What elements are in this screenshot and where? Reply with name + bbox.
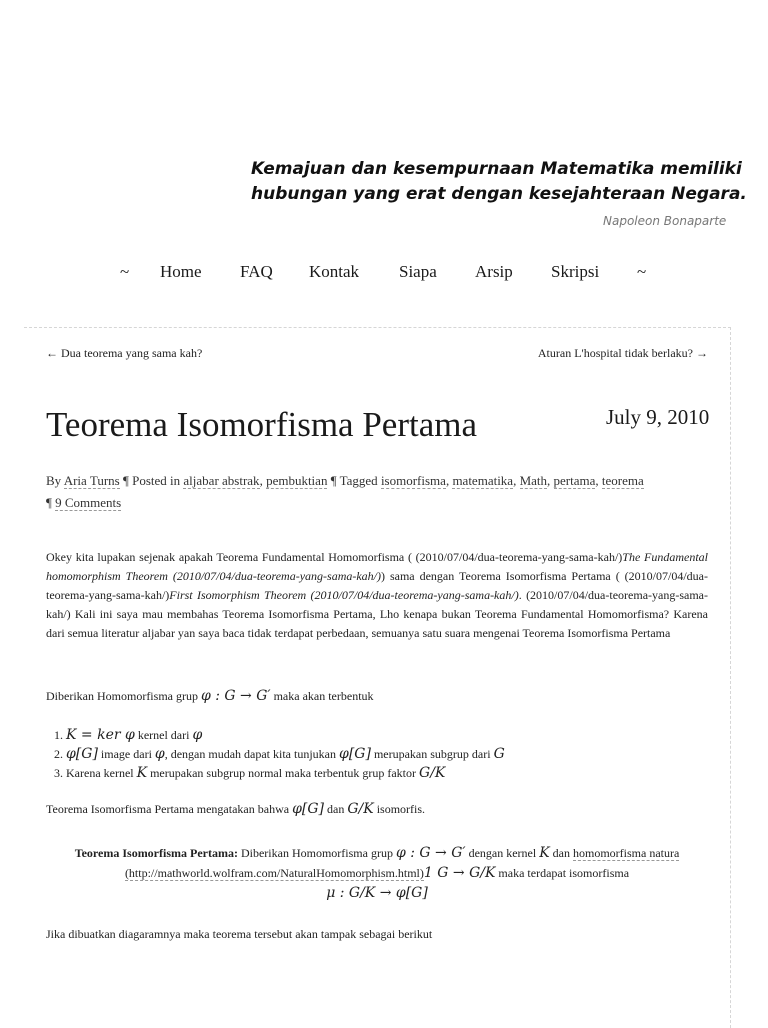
diagram-paragraph: Jika dibuatkan diagaramnya maka teorema tersebut akan tampak sebagai berikut [46, 927, 433, 941]
intro-text-5: . (2010/07/04/dua-teorema-yang-sama-kah/) Kali ini saya mau membahas Teorema Isomorfisma Pertama, Lho kenapa bukan Teorema Fundamental Homomorfisma? Karena dari semua literatur aljabar yan saya baca tidak terdapat perbedaan, semuanya satu suara mengenai Teorema Isomorfisma Pertama [46, 588, 708, 640]
math-formula: 1 G → G/K [423, 865, 496, 881]
tag-link[interactable]: teorema [601, 473, 644, 488]
main-nav [0, 262, 768, 286]
list-item [66, 764, 505, 783]
meta-pilcrow: ¶ [46, 495, 52, 510]
math-formula: K [539, 845, 550, 861]
natural-homomorphism-link[interactable]: homomorfisma natura (http://mathworld.wolfram.com/NaturalHomomorphism.html) [124, 846, 680, 880]
list-text: merupakan subgrup dari [373, 747, 491, 761]
quote-line-2: hubungan yang erat dengan kesejahteraan Negara. [251, 184, 747, 204]
math-formula: φ [154, 746, 165, 762]
post-title: Teorema Isomorfisma Pertama [46, 405, 478, 444]
meta-posted-in: ¶ Posted in [122, 473, 181, 488]
given-text: Diberikan Homomorfisma grup [46, 689, 198, 703]
author-link[interactable]: Aria Turns [63, 473, 120, 488]
nav-item-faq[interactable]: FAQ [240, 262, 273, 281]
list-text: Karena kernel [66, 766, 134, 780]
math-formula: G [493, 746, 505, 762]
tag-link[interactable]: pertama [553, 473, 596, 488]
statement-text: isomorfis. [376, 802, 426, 816]
statement-paragraph [46, 800, 708, 819]
theorem-label: Teorema Isomorfisma Pertama: [74, 846, 238, 860]
theorem-text: maka terdapat isomorfisma [498, 866, 630, 880]
meta-tagged: ¶ Tagged [330, 473, 378, 488]
intro-paragraph [46, 548, 708, 643]
theorem-text: dengan kernel [468, 846, 537, 860]
math-formula: φ[G] [66, 746, 98, 762]
category-link[interactable]: aljabar abstrak [183, 473, 260, 488]
list-text: image dari [100, 747, 152, 761]
intro-text-1[interactable]: Okey kita lupakan sejenak apakah Teorema Fundamental Homomorfisma ( (2010/07/04/dua-teorema-yang-sama-kah/) [46, 550, 623, 564]
category-link[interactable]: pembuktian [266, 473, 328, 488]
post-date: July 9, 2010 [606, 405, 710, 429]
next-post-link[interactable]: Aturan L'hospital tidak berlaku? → [537, 346, 708, 360]
math-formula: φ [192, 727, 203, 743]
math-formula: G/K [347, 801, 374, 817]
nav-item-skripsi[interactable]: Skripsi [551, 262, 600, 281]
nav-tilde-right: ~ [637, 262, 647, 281]
nav-item-arsip[interactable]: Arsip [475, 262, 513, 281]
quote-author: Napoleon Bonaparte [603, 214, 727, 228]
intro-text-2[interactable]: The Fundamental homomorphism Theorem (2010/07/04/dua-teorema-yang-sama-kah/) [46, 550, 708, 583]
nav-item-kontak[interactable]: Kontak [309, 262, 360, 281]
prev-post-link[interactable]: ← Dua teorema yang sama kah? [46, 346, 203, 360]
math-formula: φ : G → G′ [200, 688, 271, 704]
statement-text: dan [327, 802, 345, 816]
math-formula: G/K [419, 765, 446, 781]
math-formula: K = ker φ [66, 727, 135, 743]
math-formula: K [136, 765, 148, 781]
theorem-block [46, 843, 708, 903]
math-formula: φ : G → G′ [395, 845, 466, 861]
given-paragraph [46, 687, 708, 706]
theorem-text: Diberikan Homomorfisma grup [240, 846, 393, 860]
nav-tilde-left: ~ [120, 262, 130, 281]
math-formula: φ[G] [292, 801, 324, 817]
comments-link[interactable]: 9 Comments [55, 495, 122, 510]
list-text: , dengan mudah dapat kita tunjukan [164, 747, 337, 761]
list-item [66, 726, 505, 745]
result-list [46, 726, 505, 783]
list-text: merupakan subgrup normal maka terbentuk grup faktor [150, 766, 417, 780]
math-formula: φ[G] [339, 746, 371, 762]
statement-text: Teorema Isomorfisma Pertama mengatakan bahwa [46, 802, 290, 816]
nav-item-home[interactable]: Home [160, 262, 202, 281]
header-quote [251, 157, 751, 207]
post-meta: By Aria Turns ¶ Posted in aljabar abstrak, pembuktian ¶ Tagged isomorfisma, matematika, Math, pertama, teorema ¶ 9 Comments [46, 473, 644, 510]
meta-by: By [46, 473, 62, 488]
tag-link[interactable]: isomorfisma [380, 473, 446, 488]
list-item [66, 745, 505, 764]
tag-link[interactable]: Math [519, 473, 548, 488]
intro-text-3[interactable]: ) sama dengan Teorema Isomorfisma Pertama ( (2010/07/04/dua-teorema-yang-sama-kah/) [46, 569, 708, 602]
tag-link[interactable]: matematika [452, 473, 514, 488]
given-text-2: maka akan terbentuk [273, 689, 374, 703]
intro-text-4[interactable]: First Isomorphism Theorem (2010/07/04/dua-teorema-yang-sama-kah/) [169, 588, 519, 602]
quote-line-1: Kemajuan dan kesempurnaan Matematika memiliki [251, 159, 742, 179]
nav-item-siapa[interactable]: Siapa [399, 262, 437, 281]
list-text: kernel dari [137, 728, 190, 742]
math-formula: μ : G/K → φ[G] [326, 885, 428, 901]
theorem-text: dan [552, 846, 570, 860]
